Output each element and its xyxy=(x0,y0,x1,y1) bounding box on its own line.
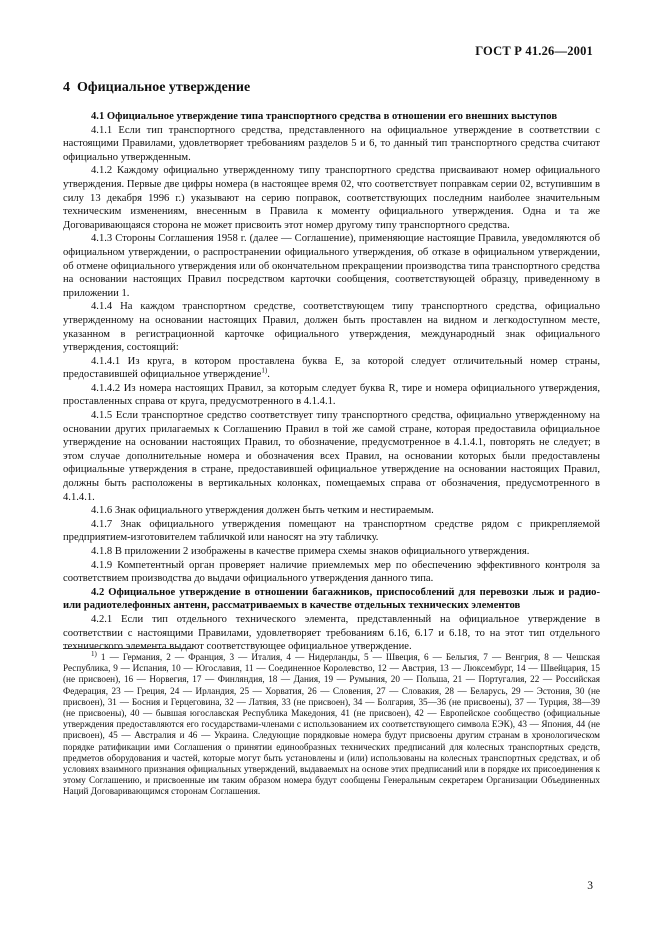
paragraph-4-1-4: 4.1.4 На каждом транспортном средстве, соответствующем типу транспортного средства, официально утвержденному на основании настоящих Правил, должен быть проставлен на видном и легкодоступном месте, указанном в регистрационной карточке официального утверждения, международный знак официального утверждения, состоящий: xyxy=(63,301,600,354)
document-header: ГОСТ Р 41.26—2001 xyxy=(475,44,593,58)
page-content xyxy=(63,80,600,654)
footnote-text: 1 — Германия, 2 — Франция, 3 — Италия, 4 — Нидерланды, 5 — Швеция, 6 — Бельгия, 7 — Венгрия, 8 — Чешская Республика, 9 — Испания, 10 — Югославия, 11 — Соединенное Королевство, 12 — Австрия, 13 — Люксембург, 14 — Швейцария, 15 (не присвоен), 16 — Норвегия, 17 — Финляндия, 18 — Дания, 19 — Румыния, 20 — Польша, 21 — Португалия, 22 — Российская Федерация, 23 — Греция, 24 — Ирландия, 25 — Хорватия, 26 — Словения, 27 — Словакия, 28 — Беларусь, 29 — Эстония, 30 (не присвоен), 31 — Босния и Герцеговина, 32 — Латвия, 33 (не присвоен), 34 — Болгария, 35—36 (не присвоены), 37 — Турция, 38—39 (не присвоены), 40 — бывшая югославская Республика Македония, 41 (не присвоен), 42 — Европейское сообщество (официальные утверждения предоставляются его государствами-членами с использованием их соответствующего символа ЕЭК), 43 — Япония, 44 (не присвоен), 45 — Австралия и 46 — Украина. Следующие порядковые номера будут присвоены другим странам в хронологическом порядке ратификации ими Соглашения о принятии единообразных технических предписаний для колесных транспортных средств, предметов оборудования и частей, которые могут быть установлены и (или) использованы на колесных транспортных средствах, и об условиях взаимного признания официальных утверждений, выдаваемых на основе этих предписаний или в порядке их присоединения к этому Соглашению, и присвоенные им таким образом номера будут сообщены Генеральным секретарем Организации Объединенных Наций Договаривающимся сторонам Соглашения. xyxy=(63,652,600,797)
footnote-divider xyxy=(63,648,193,649)
paragraph-4-1-8: 4.1.8 В приложении 2 изображены в качестве примера схемы знаков официального утверждения. xyxy=(91,546,530,557)
paragraph-4-1-4-1-end: . xyxy=(267,369,270,381)
paragraph-4-1-1: 4.1.1 Если тип транспортного средства, представленного на официальное утверждение в соответствии с настоящими Правилами, удовлетворяет требованиям разделов 5 и 6, то данный тип транспортного средства считают официально утвержденным. xyxy=(63,124,600,163)
paragraph-4-1-3: 4.1.3 Стороны Соглашения 1958 г. (далее — Соглашение), применяющие настоящие Правила, уведомляются об официальном утверждении, о распространении официального утверждения, об отказе в официальном утверждении, об отмене официального утверждения или об окончательном прекращении производства типа транспортного средства на основании настоящих Правил посредством карточки сообщения, соответствующей образцу, приведенному в приложении 1. xyxy=(63,233,600,299)
paragraph-4-1-7: 4.1.7 Знак официального утверждения помещают на транспортном средстве рядом с прикрепляемой предприятием-изготовителем табличкой или наносят на эту табличку. xyxy=(63,518,600,544)
section-title xyxy=(63,80,600,96)
footnote-1 xyxy=(63,649,600,798)
paragraph-4-1-6: 4.1.6 Знак официального утверждения должен быть четким и нестираемым. xyxy=(91,505,434,517)
section-number: 4 xyxy=(63,80,70,95)
page-number: 3 xyxy=(587,880,593,892)
paragraph-4-1-4-2: 4.1.4.2 Из номера настоящих Правил, за которым следует буква R, тире и номера официального утверждения, проставленных справа от круга, предусмотренного в 4.1.4.1. xyxy=(63,382,600,408)
paragraph-4-1-2: 4.1.2 Каждому официально утвержденному типу транспортного средства присваивают номер официального утверждения. Первые две цифры номера (в настоящее время 02, что соответствует поправкам серии 02, вступившим в силу 13 декабря 1996 г.) указывают на серию поправок, соответствующих последним наиболее значительным техническим изменениям, внесенным в Правила к моменту официального утверждения. Одна и та же Договаривающаяся сторона не может присвоить этот номер другому типу транспортного средства. xyxy=(63,165,600,231)
paragraph-4-1-4-1 xyxy=(63,355,600,382)
section-title-text: Официальное утверждение xyxy=(77,80,251,95)
footnote-marker: 1) xyxy=(91,649,97,658)
paragraph-4-2-1: 4.2.1 Если тип отдельного технического элемента, представленный на официальное утверждение в соответствии с настоящими Правилами, удовлетворяет требованиям 6.16, 6.17 и 6.18, то на этот тип отдельного технического элемента выдают соответствующее официальное утверждение. xyxy=(63,613,600,653)
footnote-ref: 1) xyxy=(261,366,268,375)
footnote-block xyxy=(63,649,600,798)
paragraph-4-1-9: 4.1.9 Компетентный орган проверяет наличие приемлемых мер по обеспечению эффективного контроля за соответствием производства до выдачи официального утверждения данного типа. xyxy=(63,559,600,585)
subsection-4-2-heading: 4.2 Официальное утверждение в отношении багажников, приспособлений для перевозки лыж и радио- или радиотелефонных антенн, рассматриваемых в качестве отдельных технических элементов xyxy=(63,586,600,612)
subsection-4-1-heading: 4.1 Официальное утверждение типа транспортного средства в отношении его внешних выступов xyxy=(91,111,558,122)
paragraph-4-1-5: 4.1.5 Если транспортное средство соответствует типу транспортного средства, официально утвержденному на основании других прилагаемых к Соглашению Правил в той же самой стране, которая предоставила официальное утверждение на основании настоящих Правил, то обозначение, предусмотренное в 4.1.4.1, повторять не следует; в этом случае дополнительные номера и обозначения всех Правил, на основании которых были предоставлены официальные утверждения в стране, предоставившей официальное утверждение на основании настоящих Правил, должны быть расположены в вертикальных колонках, помещаемых справа от обозначения, предусмотренного в 4.1.4.1. xyxy=(63,410,600,503)
paragraph-4-1-4-1-text: 4.1.4.1 Из круга, в котором проставлена буква E, за которой следует отличительный номер страны, предоставившей официальное утверждение xyxy=(63,355,600,381)
